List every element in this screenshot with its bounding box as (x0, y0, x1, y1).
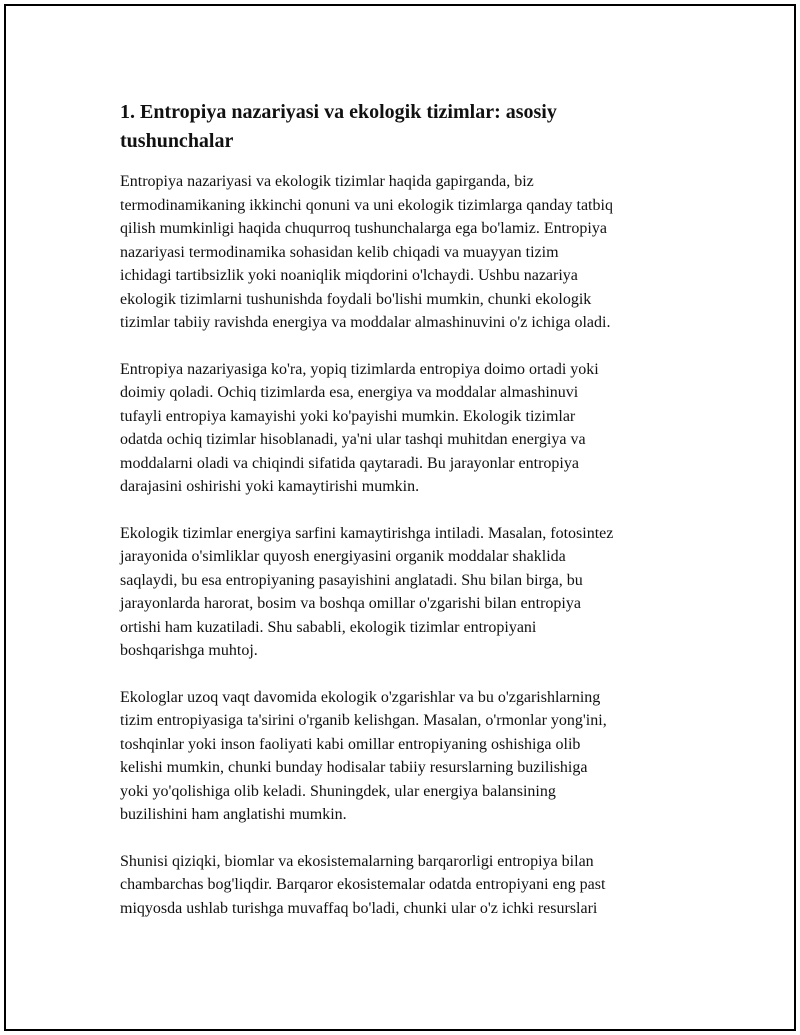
text-line: yoki yo'qolishiga olib keladi. Shuningdek, ular energiya balansining (120, 782, 556, 800)
paragraph-4 (120, 686, 700, 827)
text-line: tufayli entropiya kamayishi yoki ko'payishi mumkin. Ekologik tizimlar (120, 407, 576, 425)
paragraph-1 (120, 170, 700, 335)
text-line: Entropiya nazariyasiga ko'ra, yopiq tizimlarda entropiya doimo ortadi yoki (120, 360, 599, 378)
text-line: miqyosda ushlab turishga muvaffaq bo'ladi, chunki ular o'z ichki resurslari (120, 899, 598, 917)
section-heading (120, 98, 700, 156)
text-line: toshqinlar yoki inson faoliyati kabi omillar entropiyaning oshishiga olib (120, 735, 581, 753)
document-body (120, 98, 700, 943)
heading-line: 1. Entropiya nazariyasi va ekologik tizimlar: asosiy (120, 101, 557, 123)
text-line: jarayonlarda harorat, bosim va boshqa omillar o'zgarishi bilan entropiya (120, 595, 581, 612)
paragraph-2 (120, 358, 700, 499)
text-line: jarayonida o'simliklar quyosh energiyasini organik moddalar shaklida (120, 548, 566, 565)
text-line: tizim entropiyasiga ta'sirini o'rganib kelishgan. Masalan, o'rmonlar yong'ini, (120, 712, 607, 729)
paragraph-3 (120, 522, 700, 663)
text-line: boshqarishga muhtoj. (120, 642, 258, 659)
text-line: odatda ochiq tizimlar hisoblanadi, ya'ni ular tashqi muhitdan energiya va (120, 431, 586, 448)
text-line: ekologik tizimlarni tushunishda foydali bo'lishi mumkin, chunki ekologik (120, 290, 592, 308)
text-line: Ekologlar uzoq vaqt davomida ekologik o'zgarishlar va bu o'zgarishlarning (120, 688, 601, 706)
text-line: kelishi mumkin, chunki bunday hodisalar tabiiy resurslarning buzilishiga (120, 759, 588, 776)
text-line: darajasini oshirishi yoki kamaytirishi mumkin. (120, 478, 420, 495)
text-line: ortishi ham kuzatiladi. Shu sababli, ekologik tizimlar entropiyani (120, 618, 537, 636)
text-line: doimiy qoladi. Ochiq tizimlarda esa, energiya va moddalar almashinuvi (120, 384, 579, 401)
text-line: termodinamikaning ikkinchi qonuni va uni ekologik tizimlarga qanday tatbiq (120, 196, 613, 214)
text-line: Ekologik tizimlar energiya sarfini kamaytirishga intiladi. Masalan, fotosintez (120, 524, 614, 542)
text-line: saqlaydi, bu esa entropiyaning pasayishini anglatadi. Shu bilan birga, bu (120, 571, 583, 589)
text-line: nazariyasi termodinamika sohasidan kelib chiqadi va muayyan tizim (120, 243, 559, 261)
page-frame (4, 4, 796, 1031)
text-line: buzilishini ham anglatishi mumkin. (120, 806, 347, 823)
text-line: Shunisi qiziqki, biomlar va ekosistemalarning barqarorligi entropiya bilan (120, 852, 594, 870)
text-line: tizimlar tabiiy ravishda energiya va moddalar almashinuvini o'z ichiga oladi. (120, 314, 611, 331)
paragraph-5 (120, 850, 700, 921)
text-line: qilish mumkinligi haqida chuqurroq tushunchalarga ega bo'lamiz. Entropiya (120, 220, 607, 237)
heading-line: tushunchalar (120, 130, 234, 152)
text-line: Entropiya nazariyasi va ekologik tizimlar haqida gapirganda, biz (120, 173, 534, 190)
text-line: moddalarni oladi va chiqindi sifatida qaytaradi. Bu jarayonlar entropiya (120, 454, 579, 472)
text-line: ichidagi tartibsizlik yoki noaniqlik miqdorini o'lchaydi. Ushbu nazariya (120, 267, 578, 284)
text-line: chambarchas bog'liqdir. Barqaror ekosistemalar odatda entropiyani eng past (120, 876, 606, 893)
